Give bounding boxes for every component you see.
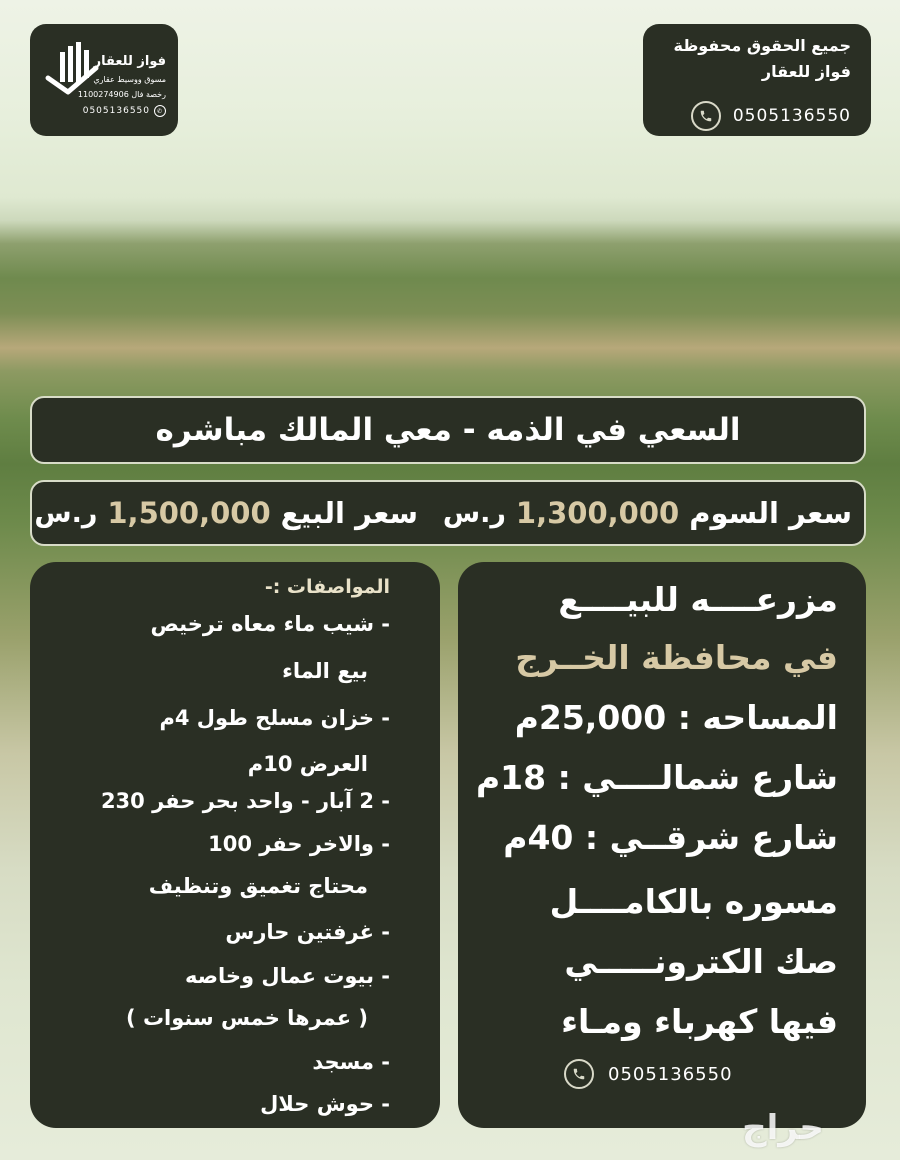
copyright-phone-number[interactable]: 0505136550 <box>732 106 851 126</box>
farm-fenced: مسوره بالكامــــل <box>549 882 838 921</box>
spec-line: - خزان مسلح طول 4م <box>159 706 390 730</box>
spec-line: - غرفتين حارس <box>225 920 390 944</box>
farm-location: في محافظة الخــرج <box>515 638 838 677</box>
copyright-card <box>643 24 871 136</box>
farm-north-street: شارع شمالــــي : 18م <box>475 758 838 797</box>
haraj-watermark: حراج <box>742 1108 824 1148</box>
asking-price-value: 1,300,000 <box>515 496 680 530</box>
spec-line: العرض 10م <box>247 752 368 776</box>
price-banner <box>30 480 866 546</box>
logo-phone-number: 0505136550 <box>82 106 150 116</box>
logo-phone-row <box>83 105 166 117</box>
farm-title: مزرعــــه للبيــــع <box>558 580 838 619</box>
farm-details-card <box>458 562 866 1128</box>
logo-name: فواز للعقار <box>93 54 166 69</box>
spec-line: - حوش حلال <box>260 1092 390 1116</box>
contact-phone-number[interactable]: 0505136550 <box>608 1063 733 1085</box>
spec-line: - شيب ماء معاه ترخيص <box>150 612 390 636</box>
copyright-phone-row[interactable] <box>691 101 851 131</box>
headline-text: السعي في الذمه - معي المالك مباشره <box>155 412 741 448</box>
spec-line: - بيوت عمال وخاصه <box>184 964 390 988</box>
building-logo-icon <box>44 38 100 98</box>
spec-line: ( عمرها خمس سنوات ) <box>126 1006 368 1030</box>
copyright-owner: فواز للعقار <box>761 62 851 81</box>
spec-line: - والاخر حفر 100 <box>208 832 390 856</box>
asking-price-label: سعر السوم <box>689 496 852 530</box>
farm-area: المساحه : 25,000م <box>514 698 838 737</box>
spec-line: - 2 آبار - واحد بحر حفر 230 <box>100 789 390 813</box>
sale-price <box>34 496 418 530</box>
logo-subtitle: مسوق ووسيط عقاري <box>93 75 166 84</box>
copyright-text: جميع الحقوق محفوظة <box>673 36 851 55</box>
phone-icon <box>564 1059 594 1089</box>
specifications-card <box>30 562 440 1128</box>
sale-price-label: سعر البيع <box>280 496 418 530</box>
logo-card <box>30 24 178 136</box>
riyal-icon: ر.س <box>34 497 98 529</box>
spec-line: محتاج تغميق وتنظيف <box>148 874 368 898</box>
farm-east-street: شارع شرقــي : 40م <box>503 818 838 857</box>
phone-icon <box>691 101 721 131</box>
farm-utilities: فيها كهرباء ومـاء <box>561 1002 838 1041</box>
asking-price <box>443 496 852 530</box>
riyal-icon: ر.س <box>442 497 506 529</box>
contact-phone-row[interactable] <box>564 1059 733 1089</box>
specifications-title: المواصفات :- <box>264 576 390 598</box>
sale-price-value: 1,500,000 <box>107 496 271 530</box>
farm-deed: صك الكترونـــــي <box>564 942 838 981</box>
spec-line: - مسجد <box>312 1050 390 1074</box>
phone-icon: ✆ <box>154 105 166 117</box>
headline-banner <box>30 396 866 464</box>
spec-line: بيع الماء <box>282 659 368 683</box>
logo-license: رخصة فال 1100274906 <box>77 90 166 99</box>
